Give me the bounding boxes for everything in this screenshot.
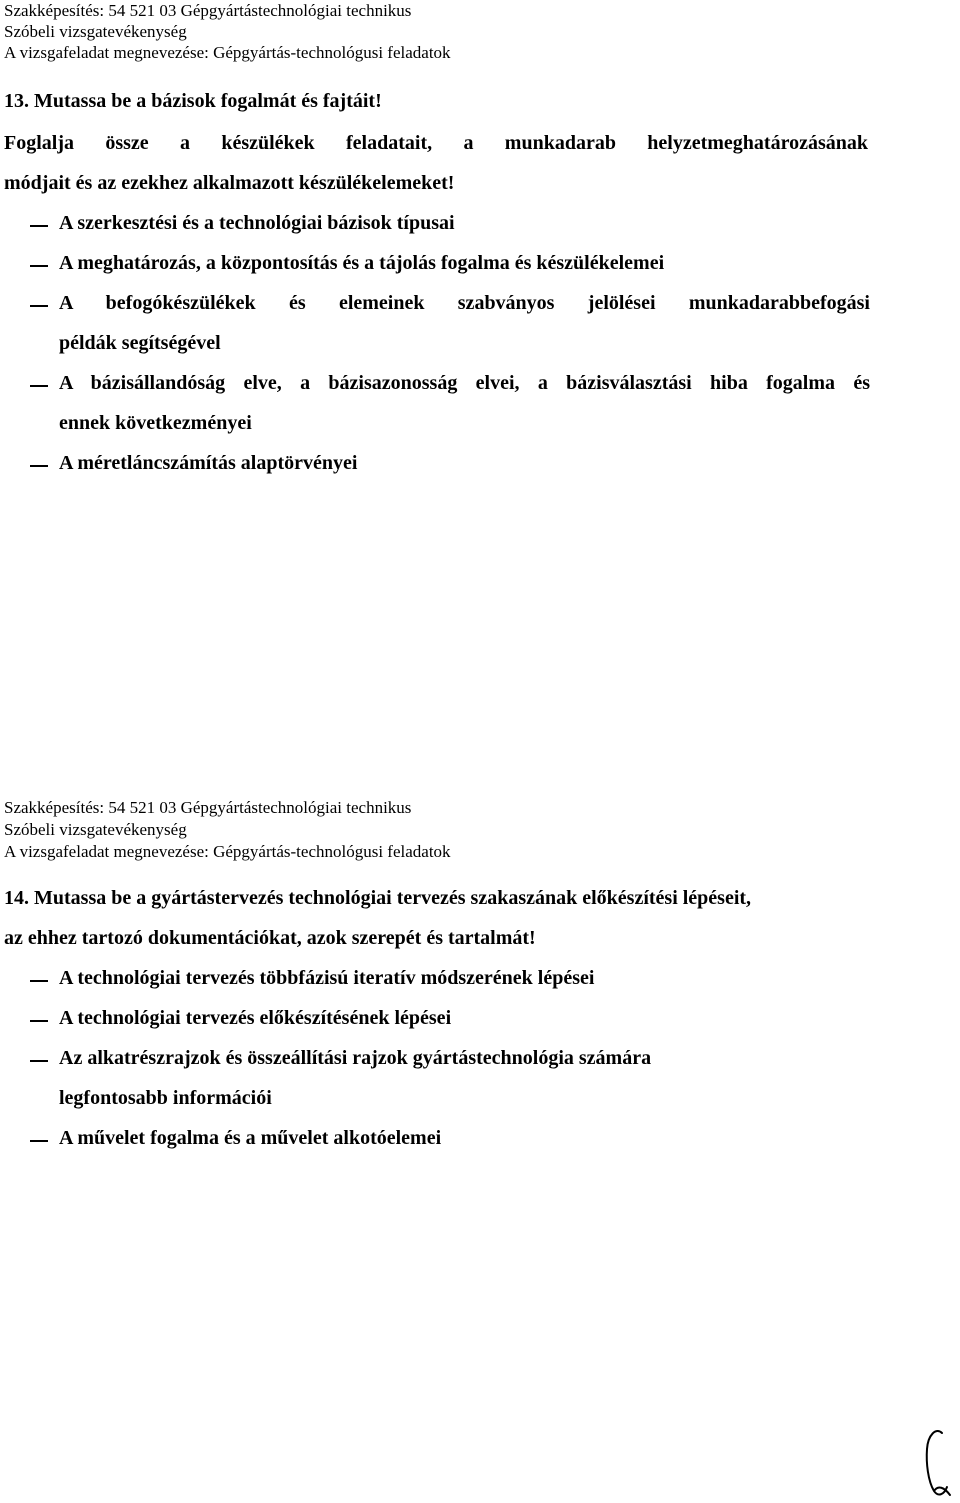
- list-item-text: A művelet fogalma és a művelet alkotóelemei: [59, 1127, 442, 1149]
- list-item: [30, 967, 870, 990]
- list-item-text: A meghatározás, a központosítás és a tájolás fogalma és készülékelemei: [59, 252, 665, 274]
- dash-bullet-icon: [30, 305, 48, 307]
- dash-bullet-icon: [30, 1140, 48, 1142]
- handwritten-signature: [920, 1425, 954, 1499]
- question-14-line2: az ehhez tartozó dokumentációkat, azok szerepét és tartalmát!: [4, 927, 536, 949]
- question-13-title: 13. Mutassa be a bázisok fogalmát és fajtáit!: [4, 90, 382, 112]
- list-item: [30, 1127, 870, 1150]
- question-13-line2: Foglalja össze a készülékek feladatait, a munkadarab helyzetmeghatározásának: [4, 132, 868, 154]
- dash-bullet-icon: [30, 1060, 48, 1062]
- list-item-text: Az alkatrészrajzok és összeállítási rajzok gyártástechnológia számára: [59, 1047, 652, 1069]
- list-item-text: A befogókészülékek és elemeinek szabványos jelölései munkadarabbefogási: [59, 292, 870, 314]
- header-task-name: A vizsgafeladat megnevezése: Gépgyártás-technológusi feladatok: [4, 842, 451, 861]
- dash-bullet-icon: [30, 465, 48, 467]
- header-exam-activity: Szóbeli vizsgatevékenység: [4, 820, 187, 839]
- list-item-continuation: példák segítségével: [59, 332, 221, 354]
- header-qualification: Szakképesítés: 54 521 03 Gépgyártástechnológiai technikus: [4, 798, 412, 817]
- question-13-line3: módjait és az ezekhez alkalmazott készülékelemeket!: [4, 172, 455, 194]
- list-item-text: A bázisállandóság elve, a bázisazonosság elvei, a bázisválasztási hiba fogalma és: [59, 372, 870, 394]
- dash-bullet-icon: [30, 225, 48, 227]
- list-item-text: A technológiai tervezés előkészítésének lépései: [59, 1007, 452, 1029]
- list-item: [30, 212, 870, 235]
- list-item-text: A technológiai tervezés többfázisú iteratív módszerének lépései: [59, 967, 595, 989]
- dash-bullet-icon: [30, 980, 48, 982]
- list-item-text: A méretláncszámítás alaptörvényei: [59, 452, 358, 474]
- dash-bullet-icon: [30, 385, 48, 387]
- list-item-continuation: ennek következményei: [59, 412, 252, 434]
- dash-bullet-icon: [30, 265, 48, 267]
- list-item: [30, 1007, 870, 1030]
- list-item-text: A szerkesztési és a technológiai bázisok típusai: [59, 212, 455, 234]
- list-item: [30, 292, 870, 315]
- list-item: [30, 452, 870, 475]
- dash-bullet-icon: [30, 1020, 48, 1022]
- list-item: [30, 1047, 870, 1070]
- list-item: [30, 252, 870, 275]
- header-task-name: A vizsgafeladat megnevezése: Gépgyártás-technológusi feladatok: [4, 43, 451, 62]
- list-item-continuation: legfontosabb információi: [59, 1087, 272, 1109]
- list-item: [30, 372, 870, 395]
- header-exam-activity: Szóbeli vizsgatevékenység: [4, 22, 187, 41]
- question-14-title: 14. Mutassa be a gyártástervezés technológiai tervezés szakaszának előkészítési lépéseit,: [4, 887, 752, 909]
- header-qualification: Szakképesítés: 54 521 03 Gépgyártástechnológiai technikus: [4, 1, 412, 20]
